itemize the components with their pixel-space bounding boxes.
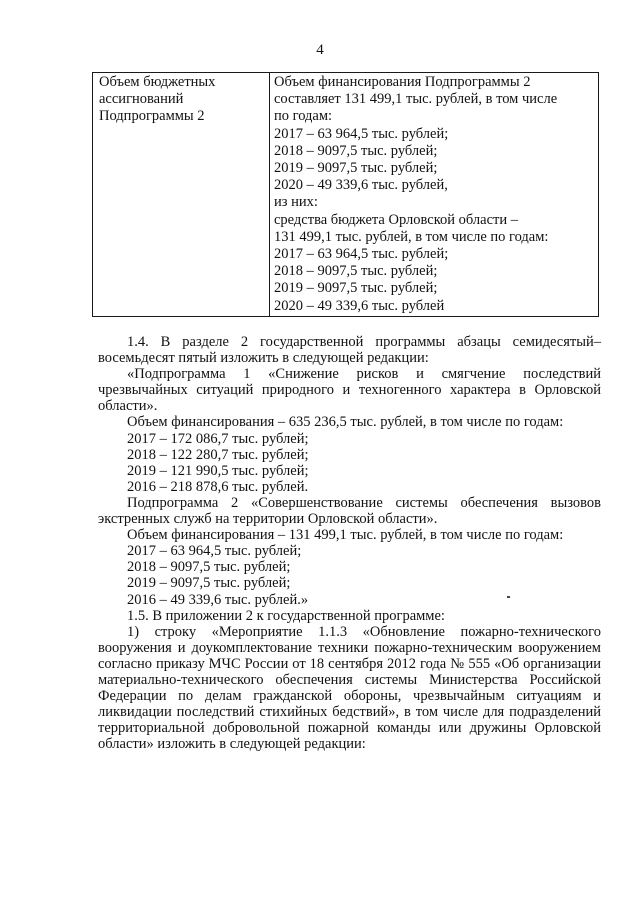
paragraph-item-1: 1) строку «Мероприятие 1.1.3 «Обновление пожарно-технического вооружения и доукомплектование техники пожарно-техническим вооружением согласно приказу МЧС России от 18 сентября 2012 года № 555 «Об организации материально-технического обеспечения системы Министерства Российской Федерации по делам гражданской обороны, чрезвычайным ситуациям и ликвидации последствий стихийных бедствий», в том числе для подразделений территориальной добровольной пожарной команды или дружины Орловской области» изложить в следующей редакции: — [98, 623, 601, 753]
value-line: 2017 – 63 964,5 тыс. рублей; — [274, 125, 449, 142]
table-cell-value — [270, 73, 599, 317]
paragraph-year-line: 2018 – 9097,5 тыс. рублей; — [127, 559, 291, 576]
value-line: 2018 – 9097,5 тыс. рублей; — [274, 142, 438, 159]
value-line: составляет 131 499,1 тыс. рублей, в том числе — [274, 91, 558, 108]
paragraph-year-line: 2019 – 9097,5 тыс. рублей; — [127, 575, 291, 592]
paragraph-year-line: 2018 – 122 280,7 тыс. рублей; — [127, 446, 309, 463]
paragraph-year-line: 2017 – 172 086,7 тыс. рублей; — [127, 430, 309, 447]
label-line: ассигнований — [99, 91, 184, 108]
budget-allocation-table — [92, 72, 599, 317]
value-line: 2020 – 49 339,6 тыс. рублей, — [274, 177, 448, 194]
value-line: 131 499,1 тыс. рублей, в том числе по годам: — [274, 228, 549, 245]
paragraph-subprogram-1-title: «Подпрограмма 1 «Снижение рисков и смягчение последствий чрезвычайных ситуаций природного и техногенного характера в Орловской области». — [98, 366, 601, 415]
value-line: по годам: — [274, 108, 333, 125]
scan-speck — [507, 596, 510, 598]
value-line: Объем финансирования Подпрограммы 2 — [274, 74, 531, 90]
value-line: средства бюджета Орловской области – — [274, 211, 518, 228]
paragraph-section-1-4: 1.4. В разделе 2 государственной программы абзацы семидесятый–восемьдесят пятый изложить в следующей редакции: — [98, 334, 601, 367]
value-line: 2019 – 9097,5 тыс. рублей; — [274, 160, 438, 177]
page-number: 4 — [316, 42, 324, 58]
label-line: Объем бюджетных — [99, 74, 216, 90]
paragraph-year-line: 2017 – 63 964,5 тыс. рублей; — [127, 543, 302, 560]
paragraph-section-1-5: 1.5. В приложении 2 к государственной программе: — [127, 607, 445, 624]
paragraph-year-line: 2019 – 121 990,5 тыс. рублей; — [127, 462, 309, 479]
paragraph-year-line: 2016 – 49 339,6 тыс. рублей.» — [127, 591, 309, 608]
label-line: Подпрограммы 2 — [99, 108, 205, 125]
value-line: 2017 – 63 964,5 тыс. рублей; — [274, 246, 449, 263]
value-line: из них: — [274, 194, 318, 211]
value-line: 2018 – 9097,5 тыс. рублей; — [274, 263, 438, 280]
table-cell-label — [93, 73, 270, 317]
value-line: 2020 – 49 339,6 тыс. рублей — [274, 297, 445, 314]
paragraph-funding-total-2: Объем финансирования – 131 499,1 тыс. рублей, в том числе по годам: — [127, 527, 564, 544]
document-body — [98, 334, 601, 752]
value-line: 2019 – 9097,5 тыс. рублей; — [274, 280, 438, 297]
paragraph-subprogram-2-title: Подпрограмма 2 «Совершенствование системы обеспечения вызовов экстренных служб на территории Орловской области». — [98, 494, 601, 528]
paragraph-year-line: 2016 – 218 878,6 тыс. рублей. — [127, 478, 309, 495]
paragraph-funding-total-1: Объем финансирования – 635 236,5 тыс. рублей, в том числе по годам: — [127, 414, 564, 431]
table-row — [93, 73, 599, 317]
